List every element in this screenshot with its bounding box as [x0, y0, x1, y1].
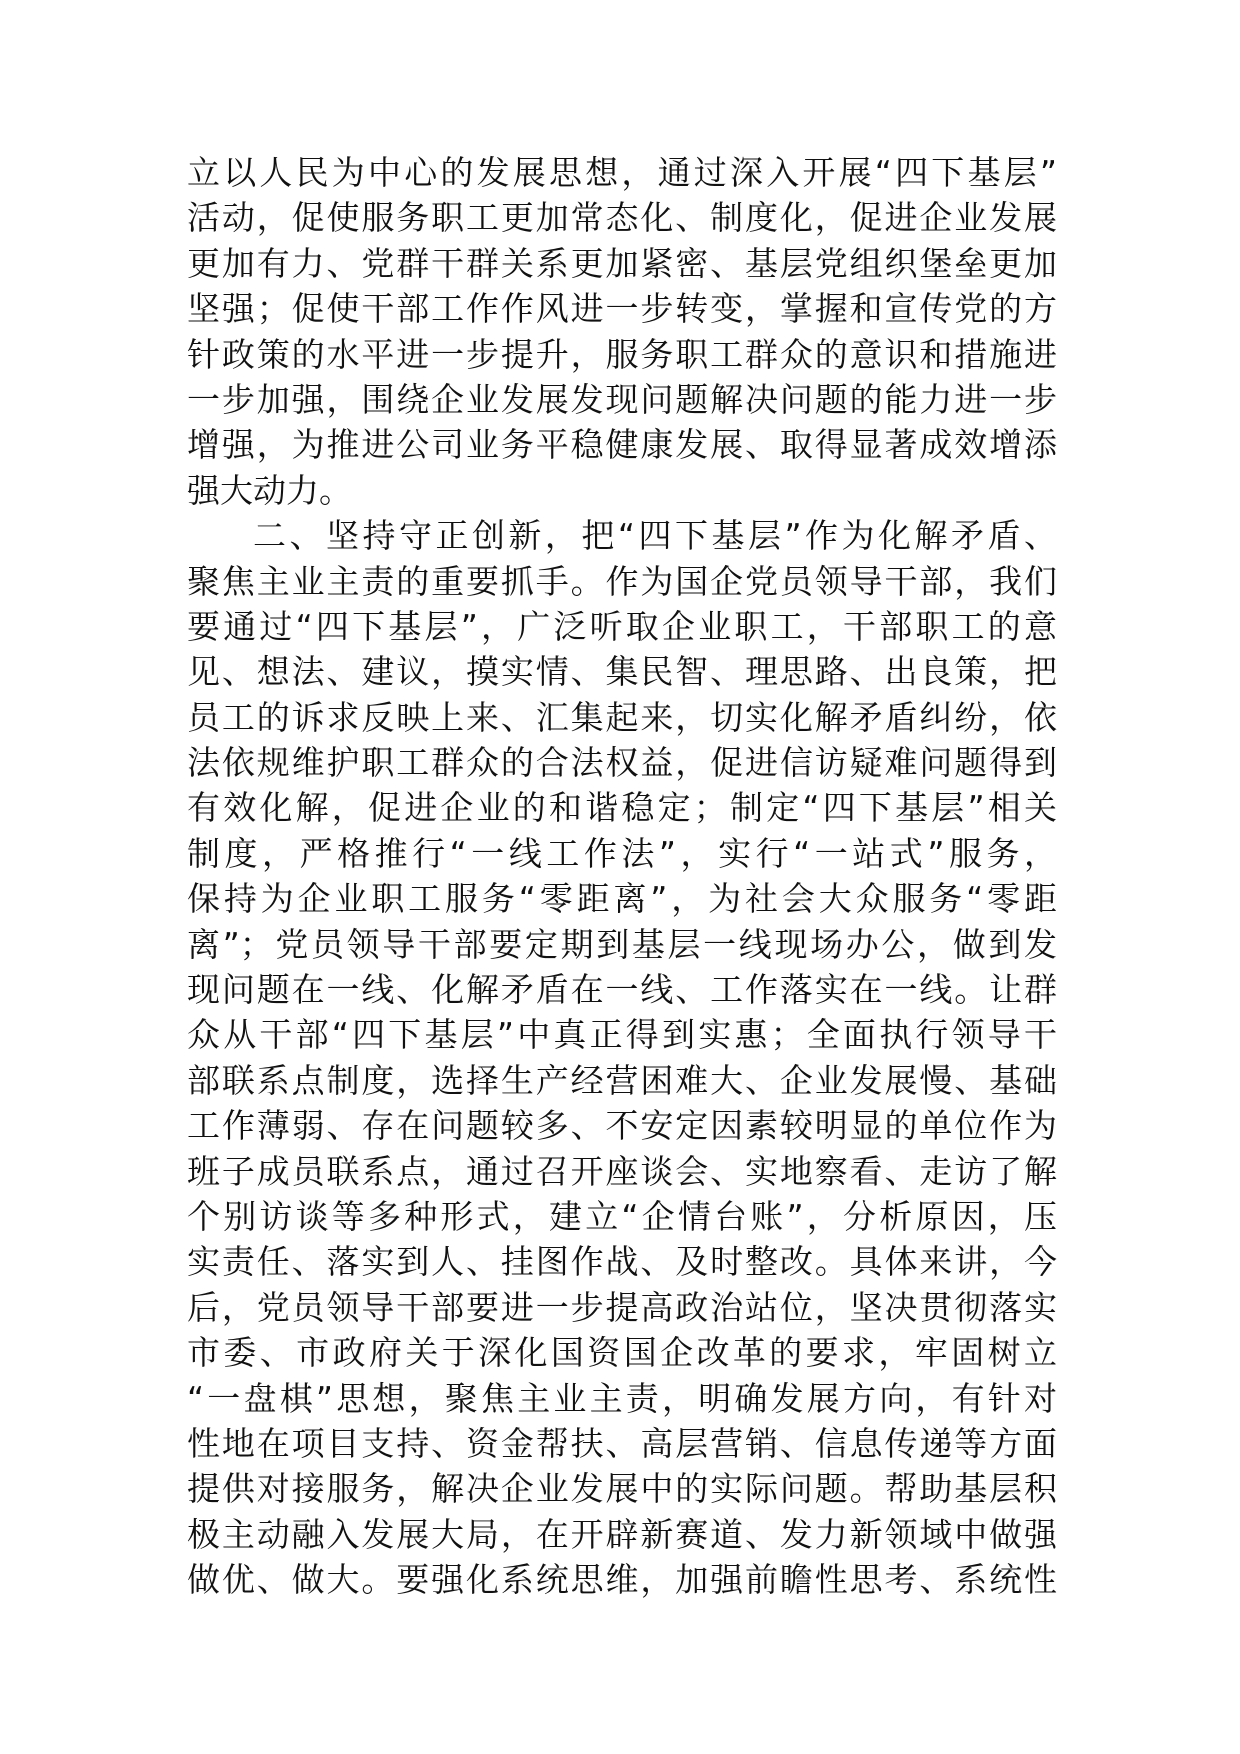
text-line: 工作薄弱、存在问题较多、不安定因素较明显的单位作为	[187, 1106, 1057, 1146]
text-line: 众从干部“四下基层”中真正得到实惠；全面执行领导干	[187, 1015, 1057, 1055]
text-line: 法依规维护职工群众的合法权益，促进信访疑难问题得到	[187, 743, 1057, 783]
text-line: 有效化解，促进企业的和谐稳定；制定“四下基层”相关	[187, 788, 1057, 828]
text-line: 保持为企业职工服务“零距离”，为社会大众服务“零距	[187, 879, 1057, 919]
text-line: 见、想法、建议，摸实情、集民智、理思路、出良策，把	[187, 652, 1057, 692]
text-line: 更加有力、党群干群关系更加紧密、基层党组织堡垒更加	[187, 243, 1057, 283]
text-line: 现问题在一线、化解矛盾在一线、工作落实在一线。让群	[187, 970, 1057, 1010]
body-text	[187, 150, 1057, 1603]
text-line: 活动，促使服务职工更加常态化、制度化，促进企业发展	[187, 198, 1057, 238]
text-line: 立以人民为中心的发展思想，通过深入开展“四下基层”	[187, 153, 1057, 192]
text-line: 制度，严格推行“一线工作法”，实行“一站式”服务，	[187, 833, 1057, 873]
text-line: 提供对接服务，解决企业发展中的实际问题。帮助基层积	[187, 1469, 1057, 1509]
text-line: 部联系点制度，选择生产经营困难大、企业发展慢、基础	[187, 1060, 1057, 1100]
text-line: 极主动融入发展大局，在开辟新赛道、发力新领域中做强	[187, 1514, 1057, 1554]
text-line: 市委、市政府关于深化国资国企改革的要求，牢固树立	[187, 1333, 1057, 1373]
text-line: 离”；党员领导干部要定期到基层一线现场办公，做到发	[187, 924, 1057, 964]
text-line: 班子成员联系点，通过召开座谈会、实地察看、走访了解	[187, 1151, 1057, 1191]
text-line: 后，党员领导干部要进一步提高政治站位，坚决贯彻落实	[187, 1287, 1057, 1327]
text-line: 实责任、落实到人、挂图作战、及时整改。具体来讲，今	[187, 1242, 1057, 1282]
text-line: 做优、做大。要强化系统思维，加强前瞻性思考、系统性	[187, 1560, 1057, 1600]
text-line: 一步加强，围绕企业发展发现问题解决问题的能力进一步	[187, 379, 1057, 419]
text-line: 针政策的水平进一步提升，服务职工群众的意识和措施进	[187, 334, 1057, 374]
text-line: “一盘棋”思想，聚焦主业主责，明确发展方向，有针对	[187, 1378, 1057, 1418]
text-line: 坚强；促使干部工作作风进一步转变，掌握和宣传党的方	[187, 289, 1057, 329]
text-line: 要通过“四下基层”，广泛听取企业职工，干部职工的意	[187, 606, 1057, 646]
text-line: 聚焦主业主责的重要抓手。作为国企党员领导干部，我们	[187, 561, 1057, 601]
text-line: 强大动力。	[187, 470, 352, 510]
text-line: 增强，为推进公司业务平稳健康发展、取得显著成效增添	[187, 425, 1057, 465]
text-line: 性地在项目支持、资金帮扶、高层营销、信息传递等方面	[187, 1423, 1057, 1463]
text-line: 个别访谈等多种形式，建立“企情台账”，分析原因，压	[187, 1196, 1057, 1236]
section-heading-line: 二、坚持守正创新，把“四下基层”作为化解矛盾、	[253, 516, 1057, 556]
text-line: 员工的诉求反映上来、汇集起来，切实化解矛盾纠纷，依	[187, 697, 1057, 737]
